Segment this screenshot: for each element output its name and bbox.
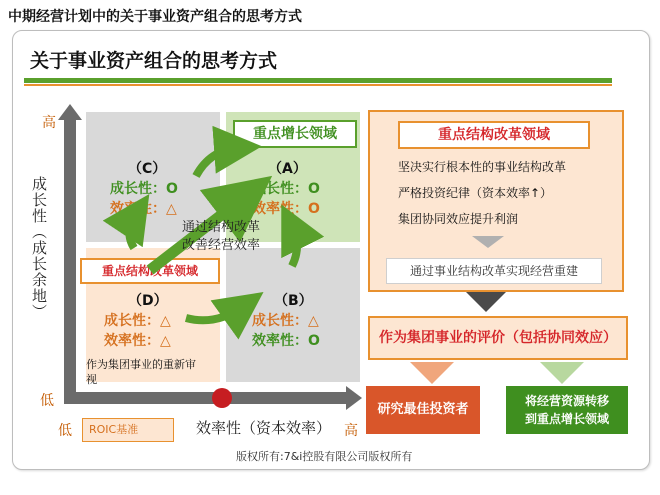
quadrant-a-label: （A） <box>268 161 307 177</box>
roic-marker <box>212 388 232 408</box>
reform-bullet-1: 坚决实行根本性的事业结构改革 <box>398 160 567 174</box>
roic-label: ROIC基准 <box>82 418 174 442</box>
reform-bullet-3: 集团协同效应提升利润 <box>398 212 519 226</box>
arrow-to-transfer-icon <box>540 362 584 384</box>
x-axis-arrow-icon <box>346 386 362 410</box>
quadrant-d-growth: 成长性：△ <box>104 313 171 329</box>
y-axis-low: 低 <box>40 393 54 409</box>
quadrant-a-growth: 成长性：O <box>252 181 320 197</box>
page-title: 中期经营计划中的关于事业资产组合的思考方式 <box>8 9 302 25</box>
quadrant-b-efficiency: 效率性：O <box>252 333 320 349</box>
x-axis-label: 效率性（资本效率） <box>196 419 332 437</box>
quadrant-d-efficiency: 效率性：△ <box>104 333 171 349</box>
quadrant-b-label: （B） <box>274 293 313 309</box>
quadrant-c-efficiency: 效率性：△ <box>110 201 177 217</box>
focus-growth-label: 重点增长领域 <box>233 120 357 148</box>
quadrant-a-efficiency: 效率性：O <box>252 201 320 217</box>
arrow-to-investor-icon <box>410 362 454 384</box>
review-text: 作为集团事业的重新审视 <box>86 358 196 386</box>
center-text: 通过结构改革 改善经营效率 <box>182 220 261 253</box>
x-axis <box>64 392 348 404</box>
title-rule-green <box>24 78 612 83</box>
down-arrow-icon <box>472 236 504 248</box>
investor-box: 研究最佳投资者 <box>366 386 480 434</box>
focus-reform-small-label: 重点结构改革领域 <box>80 258 220 284</box>
y-axis-label: 成长性（成长余地） <box>30 176 48 320</box>
panel-title: 关于事业资产组合的思考方式 <box>30 50 278 72</box>
quadrant-c-label: （C） <box>128 161 167 177</box>
y-axis <box>64 118 76 400</box>
title-rule-orange <box>24 84 612 86</box>
quadrant-c-growth: 成长性：O <box>110 181 178 197</box>
transfer-box: 将经营资源转移 到重点增长领域 <box>506 386 628 434</box>
y-axis-high: 高 <box>42 115 56 131</box>
rebuild-text: 通过事业结构改革实现经营重建 <box>386 258 602 284</box>
reform-panel-title: 重点结构改革领域 <box>398 121 590 149</box>
quadrant-d-label: （D） <box>128 293 168 309</box>
x-axis-low: 低 <box>58 423 72 439</box>
y-axis-arrow-icon <box>58 104 82 120</box>
evaluation-box: 作为集团事业的评价（包括协同效应） <box>368 316 628 360</box>
reform-bullet-2: 严格投资纪律（资本效率↑） <box>398 186 553 200</box>
copyright: 版权所有:7&i控股有限公司版权所有 <box>236 450 413 463</box>
x-axis-high: 高 <box>344 423 358 439</box>
down-arrow-dark-icon <box>466 292 506 312</box>
quadrant-b-growth: 成长性：△ <box>252 313 319 329</box>
